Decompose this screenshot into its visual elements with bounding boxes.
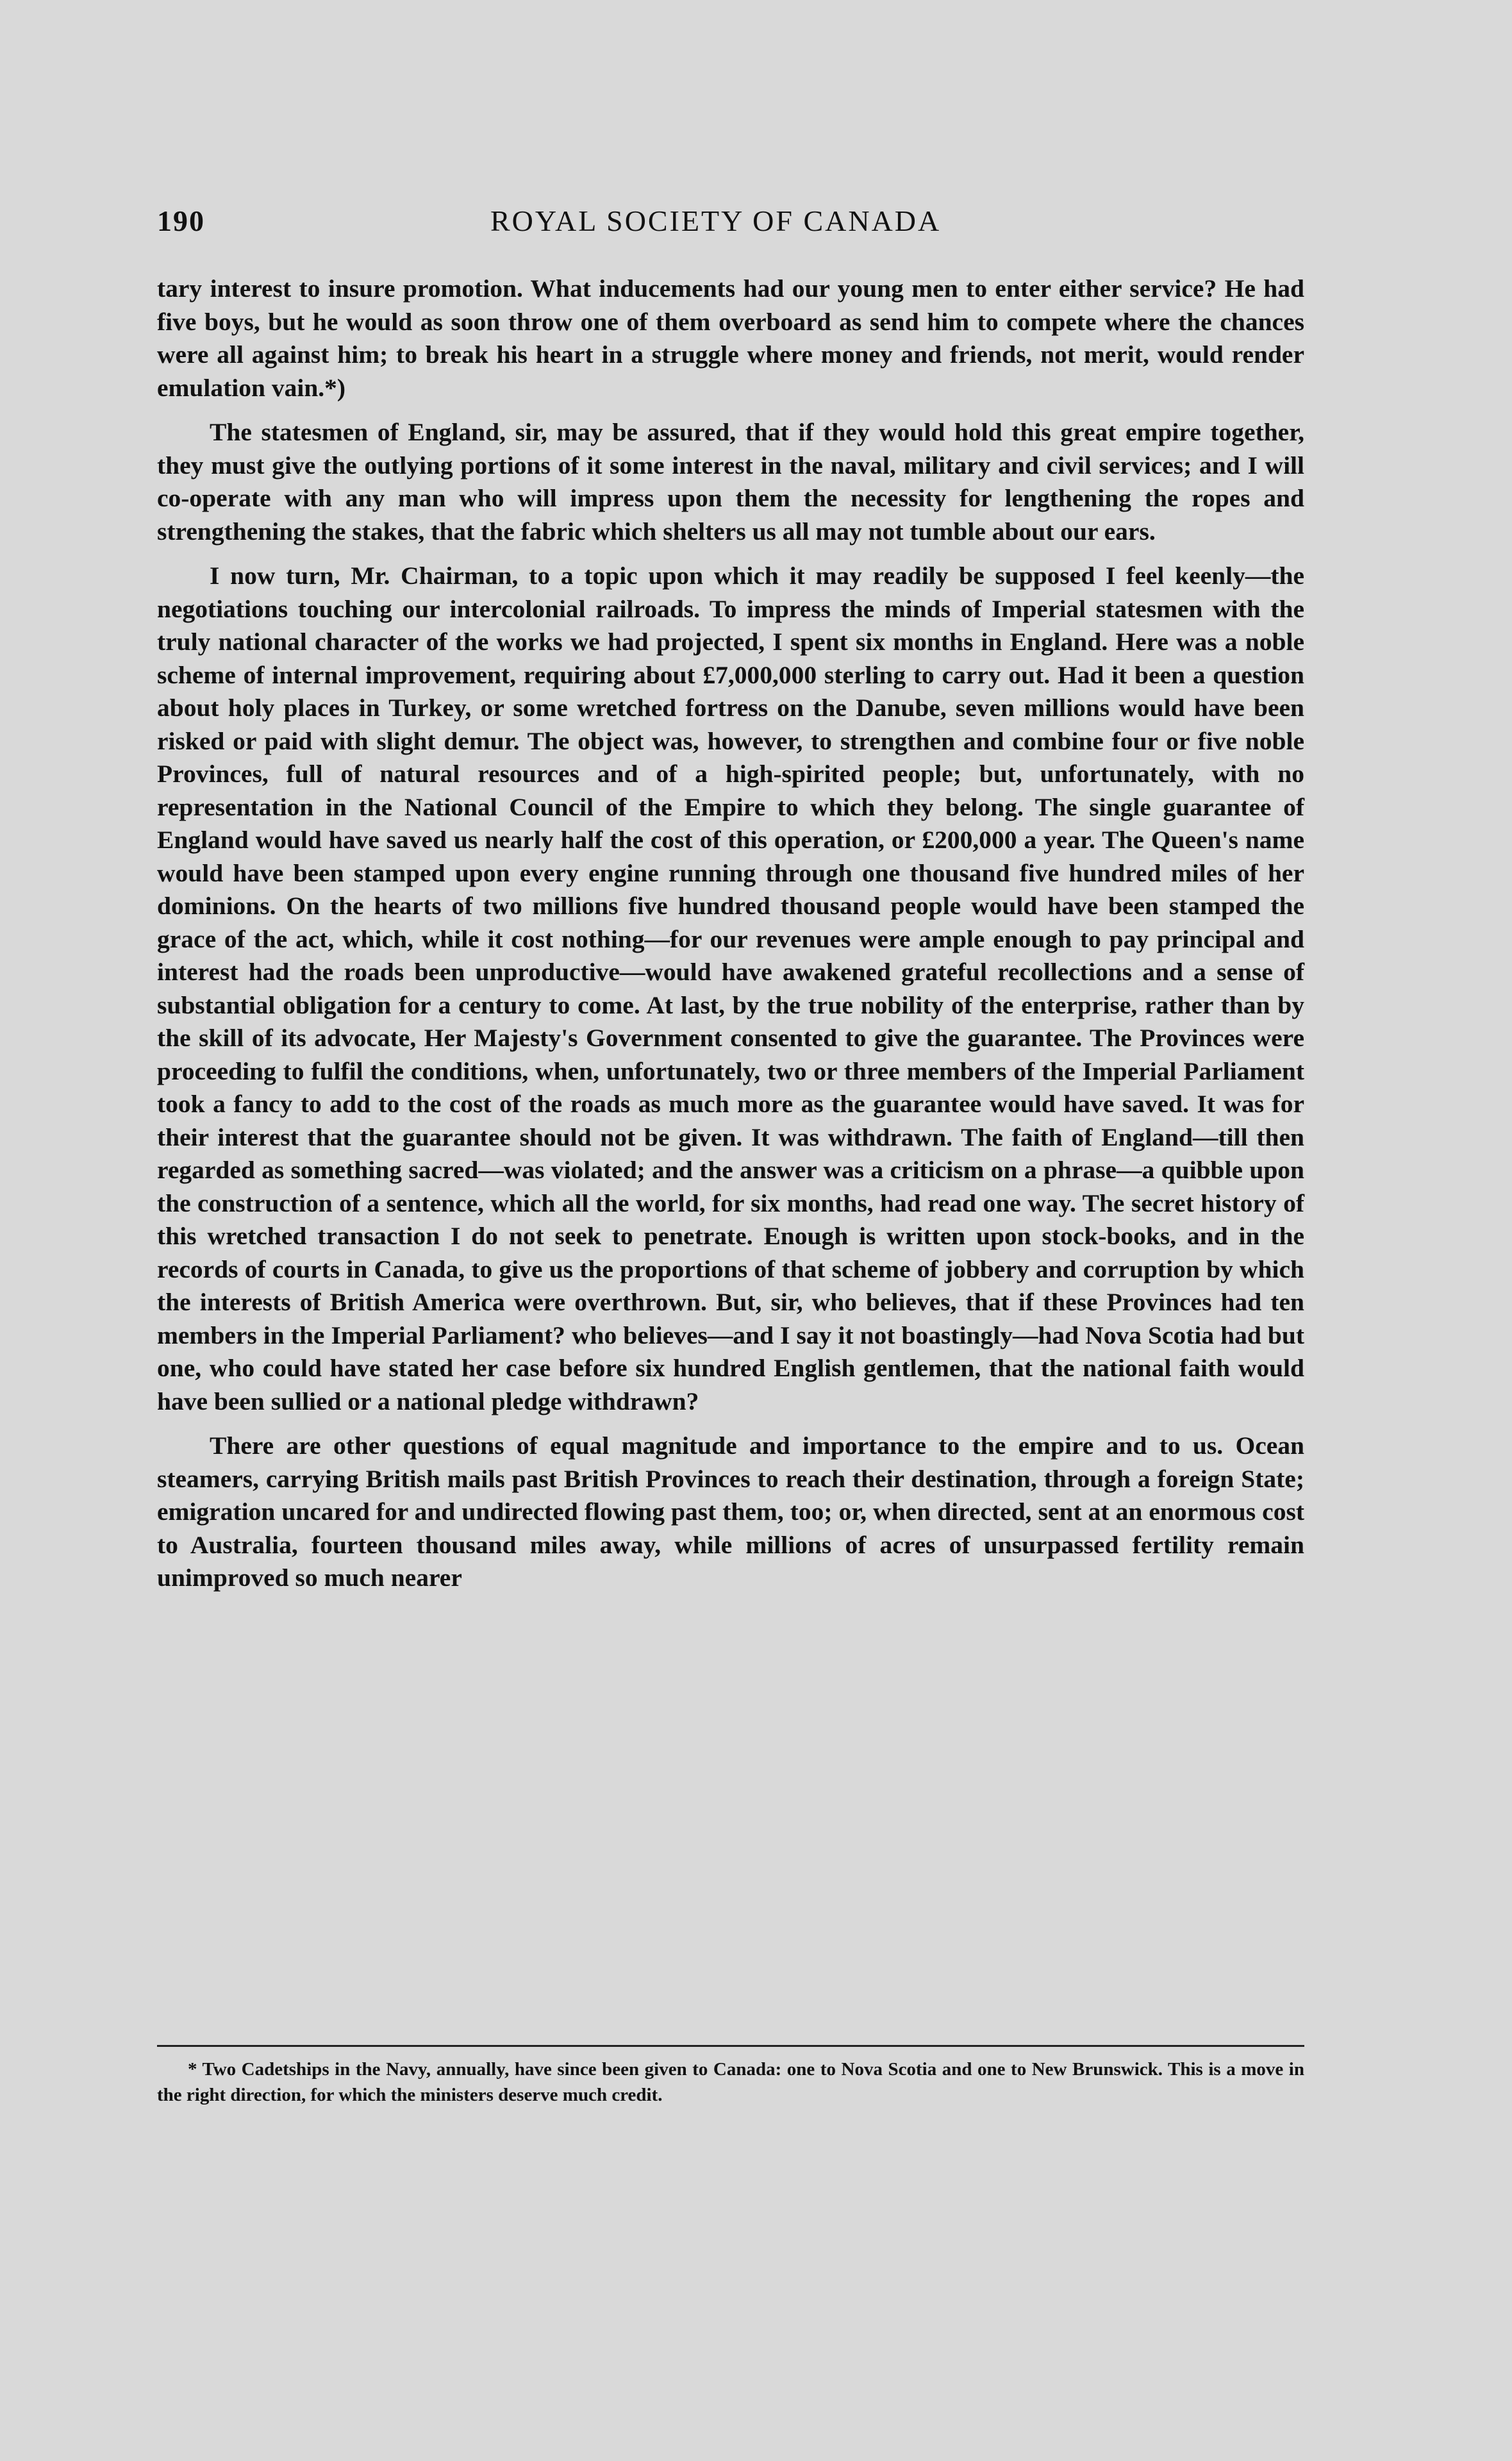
body-text — [157, 272, 1304, 1595]
footnote-text: * Two Cadetships in the Navy, annually, have since been given to Canada: one to Nova Scotia and one to New Brunswick. This is a move in the right direction, for which the ministers deserve much credit. — [157, 2059, 1304, 2105]
page-number: 190 — [157, 204, 205, 237]
paragraph-statesmen: The statesmen of England, sir, may be assured, that if they would hold this great empire together, they must give the outlying portions of it some interest in the naval, military and civil services; and I will co-operate with any man who will impress upon them the necessity for lengthening the ropes and strengthening the stakes, that the fabric which shelters us all may not tumble about our ears. — [157, 418, 1304, 546]
paragraph-other-questions: There are other questions of equal magnitude and importance to the empire and to us. Ocean steamers, carrying British mails past British Provinces to reach their destination, through a foreign State; emigration uncared for and undirected flowing past them, too; or, when directed, sent at an enormous cost to Australia, fourteen thousand miles away, while millions of acres of unsurpassed fertility remain unimproved so much nearer — [157, 1431, 1304, 1592]
running-head: ROYAL SOCIETY OF CANADA — [490, 204, 942, 237]
page-header — [157, 204, 1304, 249]
paragraph-continuation: tary interest to insure promotion. What inducements had our young men to enter either service? He had five boys, but he would as soon throw one of them overboard as send him to compete where the chances were all against him; to break his heart in a struggle where money and friends, not merit, would render emulation vain.*) — [157, 274, 1304, 402]
paragraph-railroads: I now turn, Mr. Chairman, to a topic upon which it may readily be supposed I feel keenly—the negotiations touching our intercolonial railroads. To impress the minds of Imperial statesmen with the truly national character of the works we had projected, I spent six months in England. Here was a noble scheme of internal improvement, requiring about £7,000,000 sterling to carry out. Had it been a question about holy places in Turkey, or some wretched fortress on the Danube, seven millions would have been risked or paid with slight demur. The object was, however, to strengthen and combine four or five noble Provinces, full of natural resources and of a high-spirited people; but, unfortunately, with no representation in the National Council of the Empire to which they belong. The single guarantee of England would have saved us nearly half the cost of this operation, or £200,000 a year. The Queen's name would have been stamped upon every engine running through one thousand five hundred miles of her dominions. On the hearts of two millions five hundred thousand people would have been stamped the grace of the act, which, while it cost nothing—for our revenues were ample enough to pay principal and interest had the roads been unproductive—would have awakened grateful recollections and a sense of substantial obligation for a century to come. At last, by the true nobility of the enterprise, rather than by the skill of its advocate, Her Majesty's Government consented to give the guarantee. The Provinces were proceeding to fulfil the conditions, when, unfortunately, two or three members of the Imperial Parliament took a fancy to add to the cost of the roads as much more as the guarantee would have saved. It was for their interest that the guarantee should not be given. It was withdrawn. The faith of England—till then regarded as something sacred—was violated; and the answer was a criticism on a phrase—a quibble upon the construction of a sentence, which all the world, for six months, had read one way. The secret history of this wretched transaction I do not seek to penetrate. Enough is written upon stock-books, and in the records of courts in Canada, to give us the proportions of that scheme of jobbery and corruption by which the interests of British America were overthrown. But, sir, who believes, that if these Provinces had ten members in the Imperial Parliament? who believes—and I say it not boastingly—had Nova Scotia had but one, who could have stated her case before six hundred English gentlemen, that the national faith would have been sullied or a national pledge withdrawn? — [157, 562, 1304, 1415]
footnote-divider — [157, 2045, 1304, 2047]
footnote — [157, 2056, 1304, 2108]
